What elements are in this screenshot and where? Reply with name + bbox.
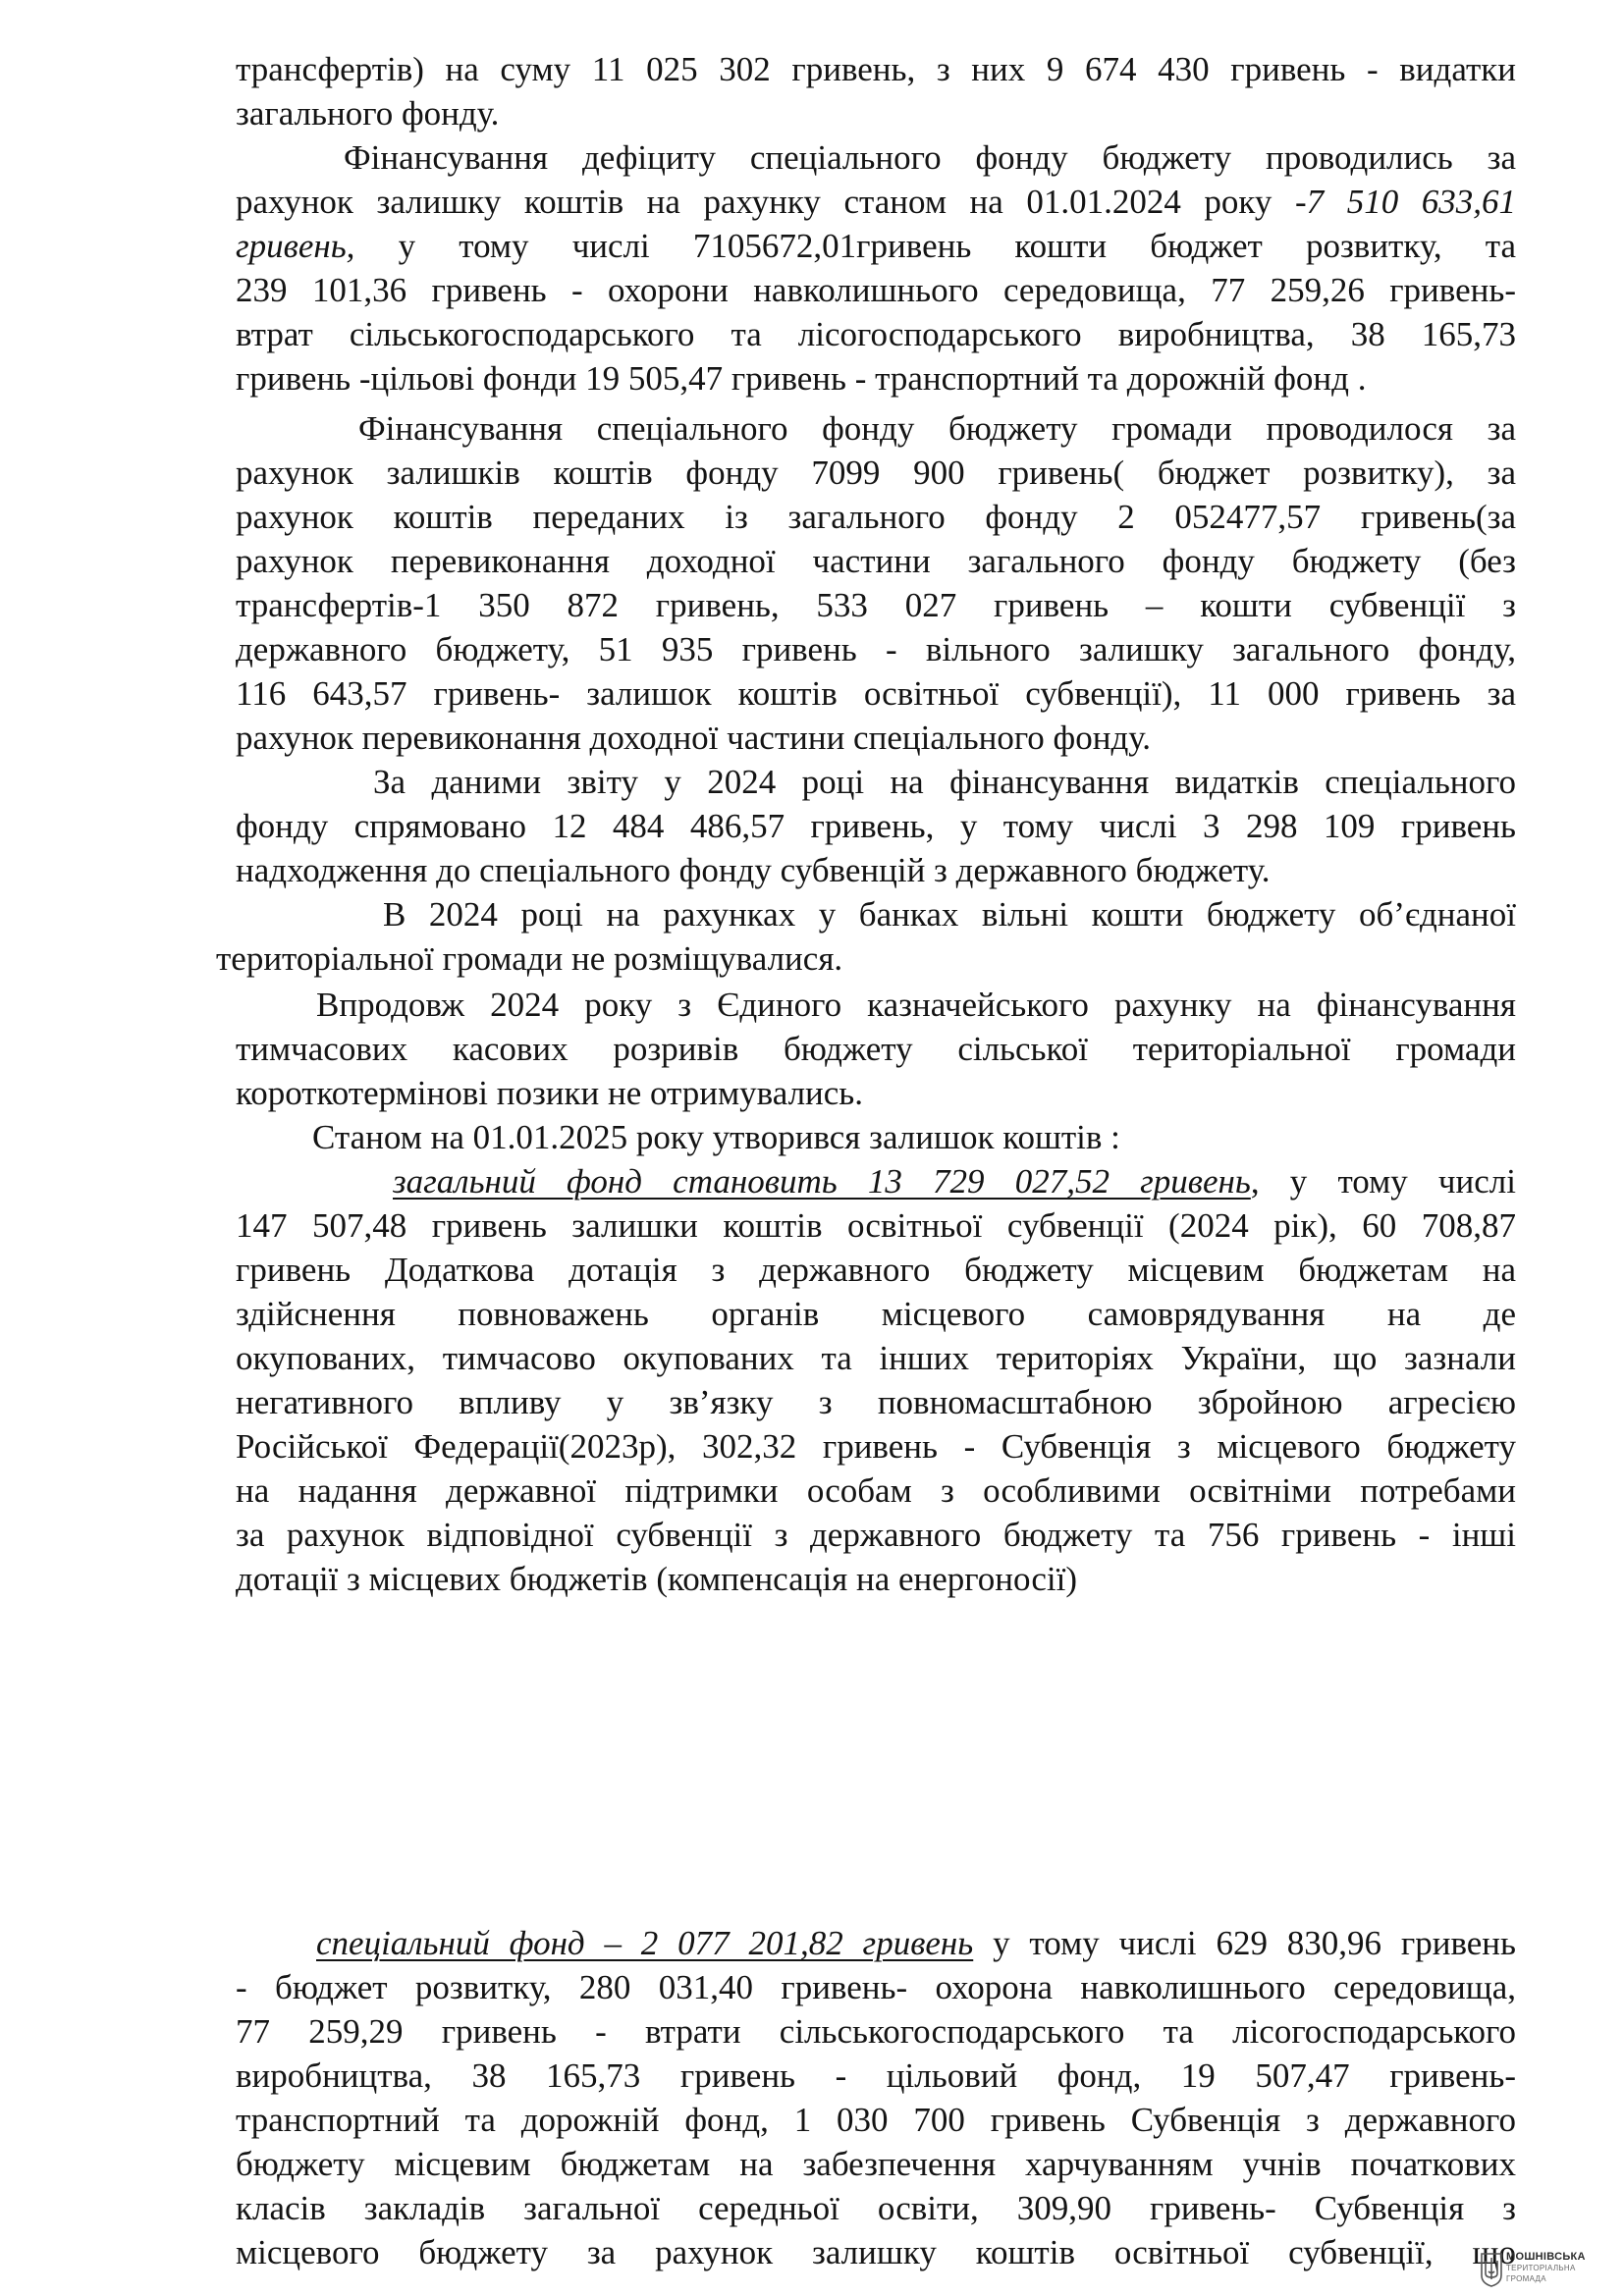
special-fund-line-6: бюджету місцевим бюджетам на забезпечення харчуванням учнів початкових bbox=[236, 2145, 1516, 2183]
special-fund-line-8: місцевого бюджету за рахунок залишку коштів освітньої субвенції, що bbox=[236, 2233, 1516, 2271]
paragraph-3-line-2: рахунок залишків коштів фонду 7099 900 гривень( бюджет розвитку), за bbox=[236, 454, 1516, 492]
paragraph-3-line-5: трансфертів-1 350 872 гривень, 533 027 гривень – кошти субвенції з bbox=[236, 586, 1516, 624]
special-fund-line-5: транспортний та дорожній фонд, 1 030 700 гривень Субвенція з державного bbox=[236, 2101, 1516, 2139]
paragraph-3-line-8: рахунок перевиконання доходної частини спеціального фонду. bbox=[236, 719, 1152, 757]
special-fund-heading: спеціальний фонд – 2 077 201,82 гривень bbox=[316, 1924, 974, 1962]
paragraph-2-line-3: гривень, у тому числі 7105672,01гривень кошти бюджет розвитку, та bbox=[236, 227, 1516, 265]
deficit-amount: 7 510 633,61 bbox=[1306, 183, 1516, 221]
paragraph-2-line-6: гривень -цільові фонди 19 505,47 гривень - транспортний та дорожній фонд . bbox=[236, 359, 1367, 398]
general-fund-line-2: 147 507,48 гривень залишки коштів освітньої субвенції (2024 рік), 60 708,87 bbox=[236, 1206, 1516, 1245]
general-fund-line-7: Російської Федерації(2023р), 302,32 гривень - Субвенція з місцевого бюджету bbox=[236, 1427, 1516, 1466]
general-fund-line-1: загальний фонд становить 13 729 027,52 гривень, у тому числі bbox=[393, 1162, 1516, 1201]
paragraph-3-line-4: рахунок перевиконання доходної частини загального фонду бюджету (без bbox=[236, 542, 1516, 580]
paragraph-6-line-2: тимчасових касових розривів бюджету сільської територіальної громади bbox=[236, 1030, 1516, 1068]
paragraph-4-line-3: надходження до спеціального фонду субвенцій з державного бюджету. bbox=[236, 851, 1271, 889]
paragraph-3-line-7: 116 643,57 гривень- залишок коштів освітньої субвенції), 11 000 гривень за bbox=[236, 674, 1516, 713]
general-fund-line-8: на надання державної підтримки особам з особливими освітніми потребами bbox=[236, 1471, 1516, 1510]
general-fund-line-9: за рахунок відповідної субвенції з державного бюджету та 756 гривень - інші bbox=[236, 1516, 1516, 1554]
paragraph-2-line-4: 239 101,36 гривень - охорони навколишнього середовища, 77 259,26 гривень- bbox=[236, 271, 1516, 309]
paragraph-4-line-1: За даними звіту у 2024 році на фінансування видатків спеціального bbox=[373, 763, 1516, 801]
logo-line-1: МОШНІВСЬКА bbox=[1506, 2251, 1586, 2263]
paragraph-2-line-5: втрат сільськогосподарського та лісогосподарського виробництва, 38 165,73 bbox=[236, 315, 1516, 353]
paragraph-3-line-1: Фінансування спеціального фонду бюджету громади проводилося за bbox=[358, 409, 1516, 448]
paragraph-5-line-1: В 2024 році на рахунках у банках вільні кошти бюджету об’єднаної bbox=[383, 895, 1516, 934]
paragraph-5-line-2: територіальної громади не розміщувалися. bbox=[216, 939, 843, 978]
general-fund-line-4: здійснення повноважень органів місцевого самоврядування на де bbox=[236, 1295, 1516, 1333]
special-fund-line-3: 77 259,29 гривень - втрати сільськогосподарського та лісогосподарського bbox=[236, 2012, 1516, 2051]
paragraph-2-line-1: Фінансування дефіциту спеціального фонду бюджету проводились за bbox=[344, 138, 1516, 177]
paragraph-6-line-1: Впродовж 2024 року з Єдиного казначейського рахунку на фінансування bbox=[316, 986, 1516, 1024]
general-fund-line-5: окупованих, тимчасово окупованих та інших територіях України, що зазнали bbox=[236, 1339, 1516, 1377]
paragraph-1-line-2: загального фонду. bbox=[236, 94, 500, 133]
paragraph-3-line-3: рахунок коштів переданих із загального фонду 2 052477,57 гривень(за bbox=[236, 498, 1516, 536]
community-logo bbox=[1481, 2252, 1618, 2291]
special-fund-line-2: - бюджет розвитку, 280 031,40 гривень- охорона навколишнього середовища, bbox=[236, 1968, 1516, 2006]
balance-intro: Станом на 01.01.2025 року утворився залишок коштів : bbox=[312, 1118, 1120, 1156]
paragraph-6-line-3: короткотермінові позики не отримувались. bbox=[236, 1074, 864, 1112]
paragraph-1-line-1: трансфертів) на суму 11 025 302 гривень, з них 9 674 430 гривень - видатки bbox=[236, 50, 1516, 88]
logo-line-2: ТЕРИТОРІАЛЬНА bbox=[1506, 2264, 1576, 2272]
paragraph-4-line-2: фонду спрямовано 12 484 486,57 гривень, у тому числі 3 298 109 гривень bbox=[236, 807, 1516, 845]
special-fund-line-4: виробництва, 38 165,73 гривень - цільовий фонд, 19 507,47 гривень- bbox=[236, 2056, 1516, 2095]
trident-emblem-icon bbox=[1481, 2252, 1502, 2287]
paragraph-3-line-6: державного бюджету, 51 935 гривень - вільного залишку загального фонду, bbox=[236, 630, 1516, 668]
logo-line-3: ГРОМАДА bbox=[1506, 2274, 1546, 2283]
general-fund-line-6: негативного впливу у зв’язку з повномасштабною збройною агресією bbox=[236, 1383, 1516, 1421]
general-fund-line-10: дотації з місцевих бюджетів (компенсація на енергоносії) bbox=[236, 1560, 1078, 1598]
special-fund-line-7: класів закладів загальної середньої освіти, 309,90 гривень- Субвенція з bbox=[236, 2189, 1516, 2227]
special-fund-line-1: спеціальний фонд – 2 077 201,82 гривень у тому числі 629 830,96 гривень bbox=[316, 1924, 1516, 1962]
general-fund-line-3: гривень Додаткова дотація з державного бюджету місцевим бюджетам на bbox=[236, 1251, 1516, 1289]
paragraph-2-line-2: рахунок залишку коштів на рахунку станом на 01.01.2024 року -7 510 633,61 bbox=[236, 183, 1516, 221]
general-fund-heading: загальний фонд становить 13 729 027,52 гривень bbox=[393, 1162, 1251, 1201]
